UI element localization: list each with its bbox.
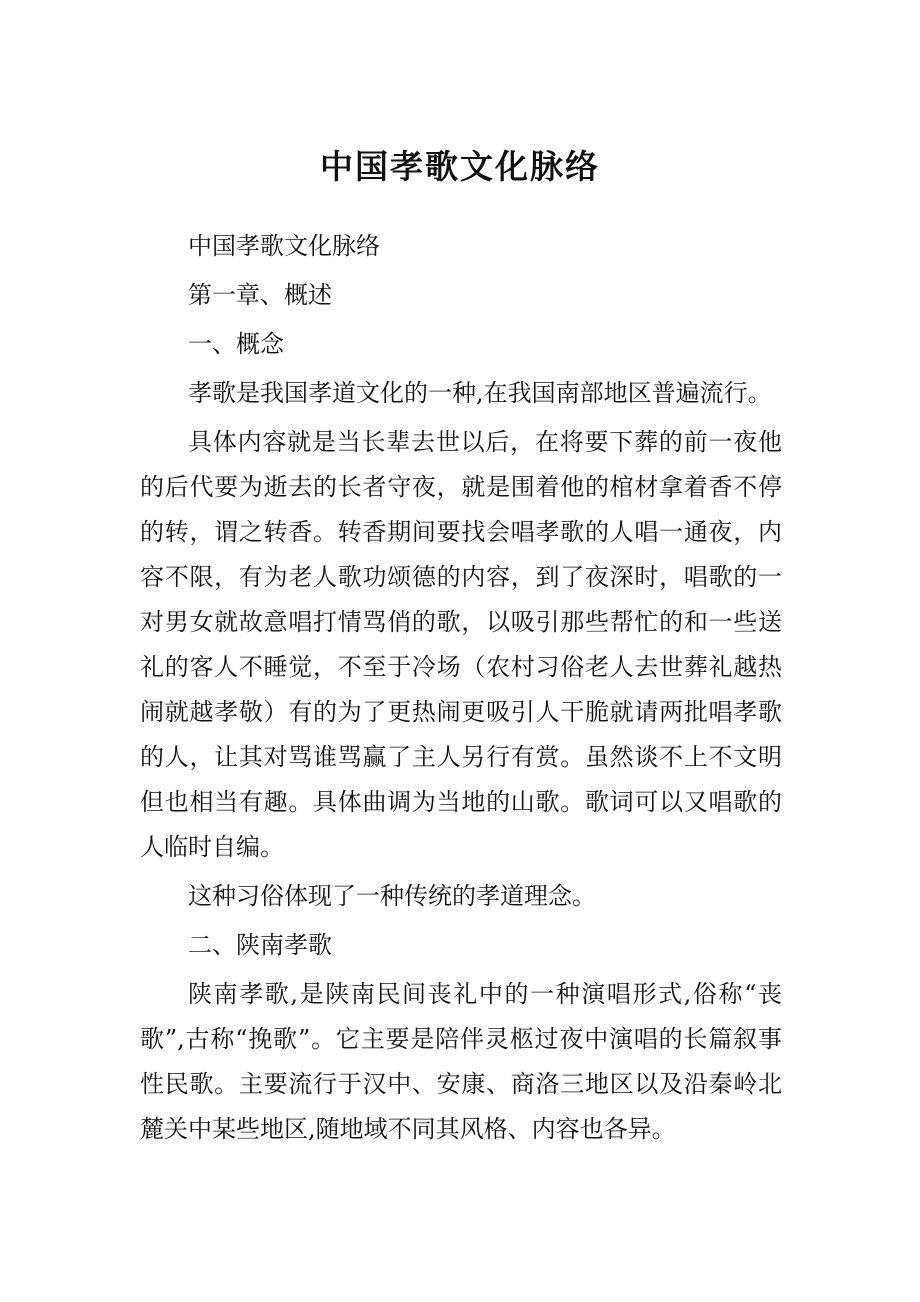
section-heading-concept: 一、概念 <box>188 330 284 358</box>
paragraph-definition: 孝歌是我国孝道文化的一种,在我国南部地区普遍流行。 <box>188 379 772 407</box>
paragraph-details: 具体内容就是当长辈去世以后，在将要下葬的前一夜他的后代要为逝去的长者守夜，就是围着他的棺材拿着香不停的转，谓之转香。转香期间要找会唱孝歌的人唱一通夜，内容不限，有为老人歌功颂德的内容，到了夜深时，唱歌的一对男女就故意唱打情骂俏的歌，以吸引那些帮忙的和一些送礼的客人不睡觉，不至于冷场（农村习俗老人去世葬礼越热闹就越孝敬）有的为了更热闹更吸引人干脆就请两批唱孝歌的人，让其对骂谁骂赢了主人另行有赏。虽然谈不上不文明但也相当有趣。具体曲调为当地的山歌。歌词可以又唱歌的人临时自编。 <box>140 428 782 861</box>
paragraph-summary: 这种习俗体现了一种传统的孝道理念。 <box>188 882 596 910</box>
document-title: 中国孝歌文化脉络 <box>320 147 600 186</box>
section-heading-shaannan: 二、陕南孝歌 <box>188 931 332 959</box>
document-body <box>140 224 782 1156</box>
paragraph-shaannan: 陕南孝歌,是陕南民间丧礼中的一种演唱形式,俗称“丧歌”,古称“挽歌”。它主要是陪伴灵柩过夜中演唱的长篇叙事性民歌。主要流行于汉中、安康、商洛三地区以及沿秦岭北麓关中某些地区,随地域不同其风格、内容也各异。 <box>140 980 782 1143</box>
paragraph-subtitle: 中国孝歌文化脉络 <box>188 232 380 260</box>
chapter-heading: 第一章、概述 <box>188 281 332 309</box>
